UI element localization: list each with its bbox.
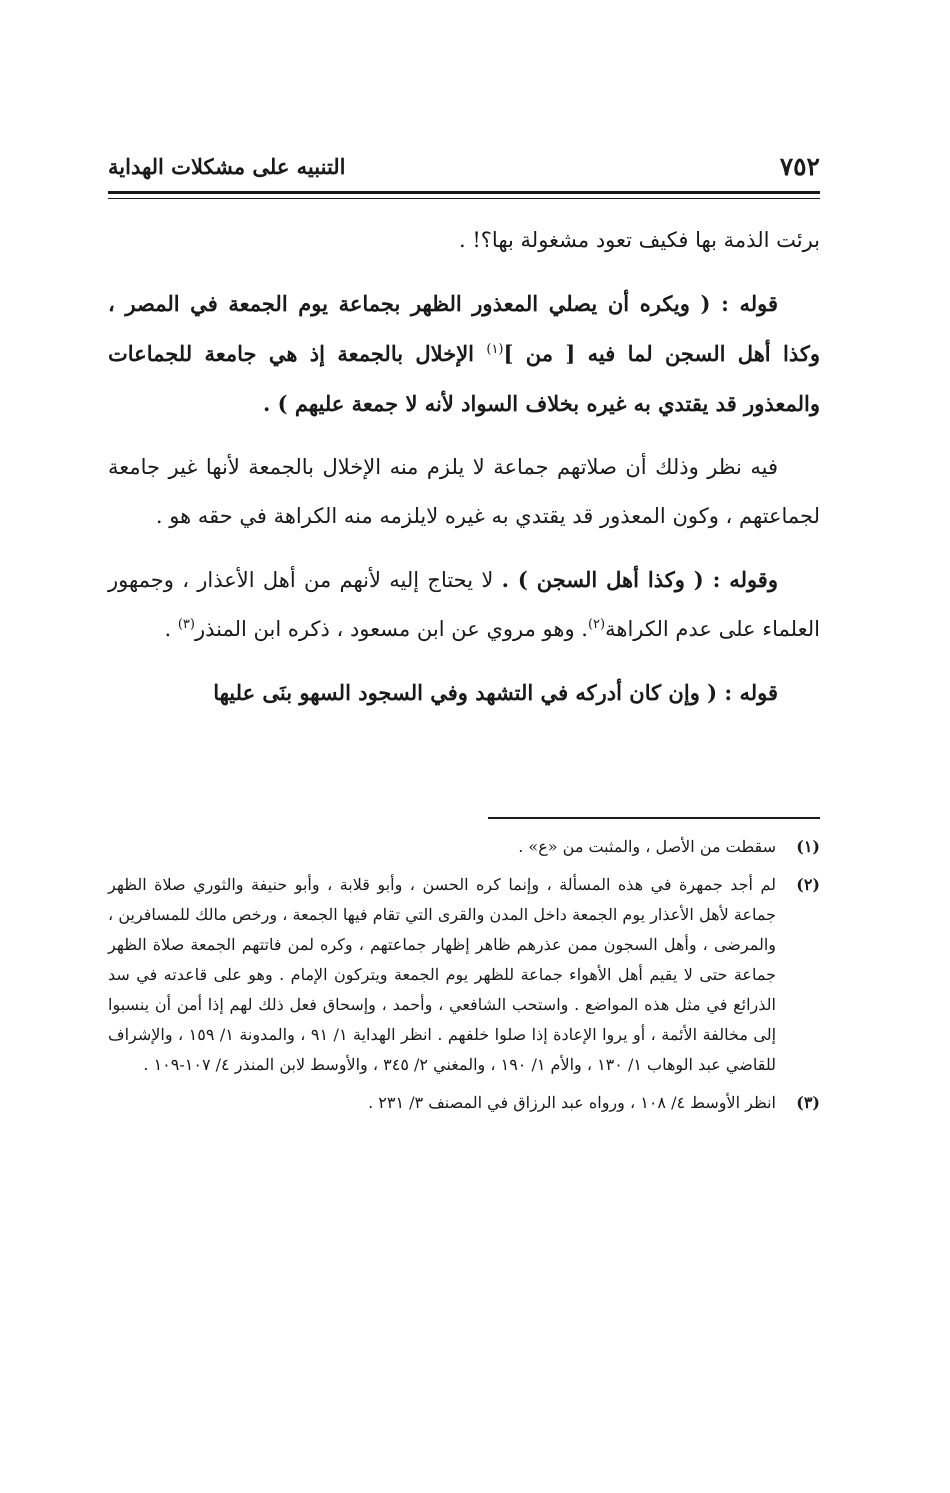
page-header	[108, 152, 820, 192]
main-text	[108, 216, 820, 732]
commentary-text: .	[164, 617, 178, 641]
footnote-3	[108, 1088, 820, 1118]
footnote-text: لم أجد جمهرة في هذه المسألة ، وإنما كره الحسن ، وأبو قلابة ، وأبو حنيفة والثوري صلاة الظهر جماعة لأهل الأعذار يوم الجمعة داخل المدن والقرى التي تقام فيها الجمعة ، ورخص مالك للمسافرين ، والمرضى ، وأهل السجون ممن عذرهم ظاهر إظهار جماعتهم ، وكره لمن فاتتهم الجمعة صلاة الظهر جماعة حتى لا يقيم أهل الأهواء جماعة للظهر يوم الجمعة ويتركون الإمام . وهو على قاعدته في سد الذرائع في مثل هذه المواضع . واستحب الشافعي ، وأحمد ، وإسحاق فعل ذلك لهم إذا أمن أن ينسبوا إلى مخالفة الأئمة ، أو يروا الإعادة إذا صلوا خلفهم . انظر الهداية ١/ ٩١ ، والمدونة ١/ ١٥٩ ، والإشراف للقاضي عبد الوهاب ١/ ١٣٠ ، والأم ١/ ١٩٠ ، والمغني ٢/ ٣٤٥ ، والأوسط لابن المنذر ٤/ ١٠٧-١٠٩ .	[108, 875, 777, 1074]
footnote-ref-1[interactable]: (١)	[486, 342, 504, 357]
footnote-text: انظر الأوسط ٤/ ١٠٨ ، ورواه عبد الرزاق في المصنف ٣/ ٢٣١ .	[368, 1093, 776, 1112]
footnote-ref-2[interactable]: (٢)	[587, 617, 606, 632]
footnote-2	[108, 870, 820, 1080]
paragraph-2	[108, 279, 820, 429]
footnote-separator	[488, 817, 820, 819]
footnote-1	[108, 832, 820, 862]
paragraph-3: فيه نظر وذلك أن صلاتهم جماعة لا يلزم منه الإخلال بالجمعة لأنها غير جامعة لجماعتهم ، وكون المعذور قد يقتدي به غيره لايلزمه منه الكراهة في حقه هو .	[108, 455, 820, 528]
footnotes	[108, 832, 820, 1126]
footnote-number: (١)	[796, 837, 820, 856]
page-number: ٧٥٢	[779, 152, 820, 181]
footnote-number: (٢)	[796, 875, 820, 894]
quote-text: قوله : ( ويكره أن يصلي المعذور الظهر بجماعة يوم الجمعة في المصر ، وكذا أهل السجن لما فيه [ من ]	[108, 291, 820, 366]
commentary-text: لا يحتاج إليه لأنهم من أهل الأعذار ، وجمهور العلماء على عدم الكراهة	[108, 568, 820, 641]
quote-text: الإخلال بالجمعة إذ هي جامعة للجماعات والمعذور قد يقتدي به غيره بخلاف السواد لأنه لا جمعة عليهم ) .	[108, 341, 820, 416]
footnote-number: (٣)	[796, 1093, 820, 1112]
paragraph-4	[108, 555, 820, 654]
header-rule-thick	[108, 191, 820, 194]
footnote-ref-3[interactable]: (٣)	[177, 617, 195, 632]
running-title: التنبيه على مشكلات الهداية	[108, 154, 346, 179]
paragraph-5	[108, 668, 820, 718]
header-rule-thin	[108, 198, 820, 199]
quote-text: وقوله : ( وكذا أهل السجن ) .	[501, 567, 778, 592]
footnote-text: سقطت من الأصل ، والمثبت من «ع» .	[518, 837, 776, 856]
quote-text: قوله : ( وإن كان أدركه في التشهد وفي السجود السهو بنَى عليها	[213, 680, 778, 705]
paragraph-1: برئت الذمة بها فكيف تعود مشغولة بها؟! .	[459, 228, 820, 252]
commentary-text: . وهو مروي عن ابن مسعود ، ذكره ابن المنذر	[194, 617, 588, 641]
